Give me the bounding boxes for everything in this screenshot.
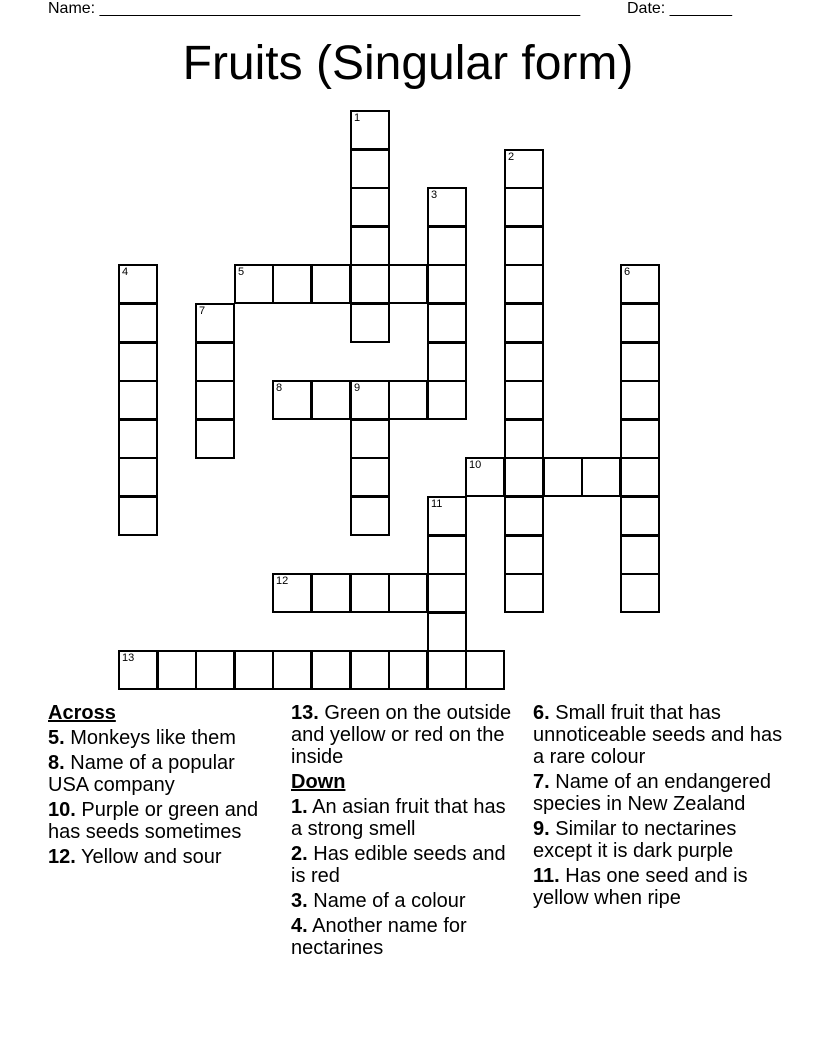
clue-across-13 (291, 702, 521, 768)
grid-cell[interactable] (234, 264, 274, 304)
grid-cell[interactable] (427, 496, 467, 536)
grid-cell[interactable] (157, 650, 197, 690)
grid-cell[interactable] (620, 342, 660, 382)
cell-number: 4 (122, 266, 129, 278)
grid-cell[interactable] (118, 264, 158, 304)
clue-number: 12. (48, 846, 76, 868)
grid-cell[interactable] (350, 303, 390, 343)
grid-cell[interactable] (427, 303, 467, 343)
clue-down-6 (533, 702, 783, 768)
grid-cell[interactable] (504, 187, 544, 227)
clues-column-2 (291, 702, 521, 962)
clue-across-12 (48, 846, 278, 868)
grid-cell[interactable] (388, 380, 428, 420)
clue-text: Monkeys like them (70, 727, 236, 749)
down-heading: Down (291, 771, 346, 793)
grid-cell[interactable] (620, 573, 660, 613)
cell-number: 8 (276, 382, 283, 394)
grid-cell[interactable] (388, 573, 428, 613)
grid-cell[interactable] (620, 419, 660, 459)
date-line: Date: _______ (627, 0, 732, 17)
grid-cell[interactable] (504, 535, 544, 575)
clue-text: Name of a popular USA company (48, 752, 235, 796)
grid-cell[interactable] (388, 650, 428, 690)
clue-down-11 (533, 865, 783, 909)
grid-cell[interactable] (118, 650, 158, 690)
grid-cell[interactable] (620, 380, 660, 420)
grid-cell[interactable] (504, 342, 544, 382)
cell-number: 9 (354, 382, 361, 394)
grid-cell[interactable] (350, 573, 390, 613)
cell-number: 12 (276, 575, 289, 587)
grid-cell[interactable] (350, 419, 390, 459)
grid-cell[interactable] (465, 650, 505, 690)
grid-cell[interactable] (504, 303, 544, 343)
grid-cell[interactable] (195, 342, 235, 382)
clue-number: 9. (533, 818, 550, 840)
clue-text: Similar to nectarines except it is dark purple (533, 818, 737, 862)
clue-down-9 (533, 818, 783, 862)
grid-cell[interactable] (620, 457, 660, 497)
clue-number: 4. (291, 915, 308, 937)
grid-cell[interactable] (195, 303, 235, 343)
clue-down-1 (291, 796, 521, 840)
grid-cell[interactable] (195, 419, 235, 459)
clue-text: Has edible seeds and is red (291, 843, 506, 887)
clue-text: Another name for nectarines (291, 915, 467, 959)
clue-across-8 (48, 752, 278, 796)
cell-number: 2 (508, 151, 515, 163)
grid-cell[interactable] (388, 264, 428, 304)
grid-cell[interactable] (118, 380, 158, 420)
clue-number: 11. (533, 865, 560, 887)
grid-cell[interactable] (350, 110, 390, 150)
grid-cell[interactable] (350, 457, 390, 497)
clue-text: Green on the outside and yellow or red on the inside (291, 702, 512, 768)
clues-column-1 (48, 702, 278, 871)
clue-down-4 (291, 915, 521, 959)
clue-text: Name of an endangered species in New Zealand (533, 771, 771, 815)
grid-cell[interactable] (272, 573, 312, 613)
cell-number: 5 (238, 266, 245, 278)
clue-text: Purple or green and has seeds sometimes (48, 799, 259, 843)
clue-across-10 (48, 799, 278, 843)
grid-cell[interactable] (272, 380, 312, 420)
grid-cell[interactable] (195, 380, 235, 420)
grid-cell[interactable] (427, 342, 467, 382)
grid-cell[interactable] (427, 380, 467, 420)
grid-cell[interactable] (504, 149, 544, 189)
grid-cell[interactable] (350, 187, 390, 227)
grid-cell[interactable] (311, 650, 351, 690)
clue-number: 5. (48, 727, 65, 749)
clue-number: 8. (48, 752, 65, 774)
cell-number: 11 (431, 498, 443, 510)
clue-text: An asian fruit that has a strong smell (291, 796, 506, 840)
clues-column-3 (533, 702, 783, 912)
cell-number: 3 (431, 189, 438, 201)
clue-number: 6. (533, 702, 550, 724)
grid-cell[interactable] (427, 264, 467, 304)
grid-cell[interactable] (504, 457, 544, 497)
grid-cell[interactable] (350, 264, 390, 304)
clue-number: 2. (291, 843, 308, 865)
grid-cell[interactable] (272, 650, 312, 690)
cell-number: 10 (469, 459, 482, 471)
grid-cell[interactable] (543, 457, 583, 497)
clue-down-7 (533, 771, 783, 815)
cell-number: 6 (624, 266, 631, 278)
clue-text: Yellow and sour (81, 846, 222, 868)
grid-cell[interactable] (427, 535, 467, 575)
grid-cell[interactable] (350, 650, 390, 690)
grid-cell[interactable] (427, 226, 467, 266)
grid-cell[interactable] (118, 419, 158, 459)
grid-cell[interactable] (427, 612, 467, 652)
page-title: Fruits (Singular form) (182, 37, 634, 90)
grid-cell[interactable] (504, 380, 544, 420)
grid-cell[interactable] (118, 457, 158, 497)
cell-number: 7 (199, 305, 206, 317)
clue-down-2 (291, 843, 521, 887)
name-line: Name: ______________________________________________________ (48, 0, 581, 17)
clue-number: 13. (291, 702, 319, 724)
grid-cell[interactable] (620, 496, 660, 536)
clue-text: Name of a colour (313, 890, 466, 912)
grid-cell[interactable] (118, 303, 158, 343)
clue-number: 3. (291, 890, 308, 912)
grid-cell[interactable] (504, 226, 544, 266)
clue-number: 10. (48, 799, 76, 821)
clue-number: 7. (533, 771, 550, 793)
cell-number: 13 (122, 652, 135, 664)
grid-cell[interactable] (118, 496, 158, 536)
grid-cell[interactable] (427, 187, 467, 227)
grid-cell[interactable] (465, 457, 505, 497)
grid-cell[interactable] (427, 573, 467, 613)
clue-text: Has one seed and is yellow when ripe (533, 865, 748, 909)
grid-cell[interactable] (350, 149, 390, 189)
clue-text: Small fruit that has unnoticeable seeds and has a rare colour (533, 702, 783, 768)
grid-cell[interactable] (581, 457, 621, 497)
grid-cell[interactable] (620, 303, 660, 343)
grid-cell[interactable] (620, 535, 660, 575)
grid-cell[interactable] (504, 264, 544, 304)
grid-cell[interactable] (504, 419, 544, 459)
grid-cell[interactable] (311, 573, 351, 613)
grid-cell[interactable] (350, 496, 390, 536)
grid-cell[interactable] (350, 226, 390, 266)
grid-cell[interactable] (427, 650, 467, 690)
grid-cell[interactable] (272, 264, 312, 304)
grid-cell[interactable] (311, 380, 351, 420)
grid-cell[interactable] (504, 496, 544, 536)
clue-across-5 (48, 727, 278, 749)
cell-number: 1 (354, 112, 361, 124)
across-heading: Across (48, 702, 116, 724)
grid-cell[interactable] (504, 573, 544, 613)
grid-cell[interactable] (195, 650, 235, 690)
grid-cell[interactable] (620, 264, 660, 304)
clue-number: 1. (291, 796, 308, 818)
clue-down-3 (291, 890, 521, 912)
grid-cell[interactable] (350, 380, 390, 420)
grid-cell[interactable] (118, 342, 158, 382)
grid-cell[interactable] (234, 650, 274, 690)
grid-cell[interactable] (311, 264, 351, 304)
